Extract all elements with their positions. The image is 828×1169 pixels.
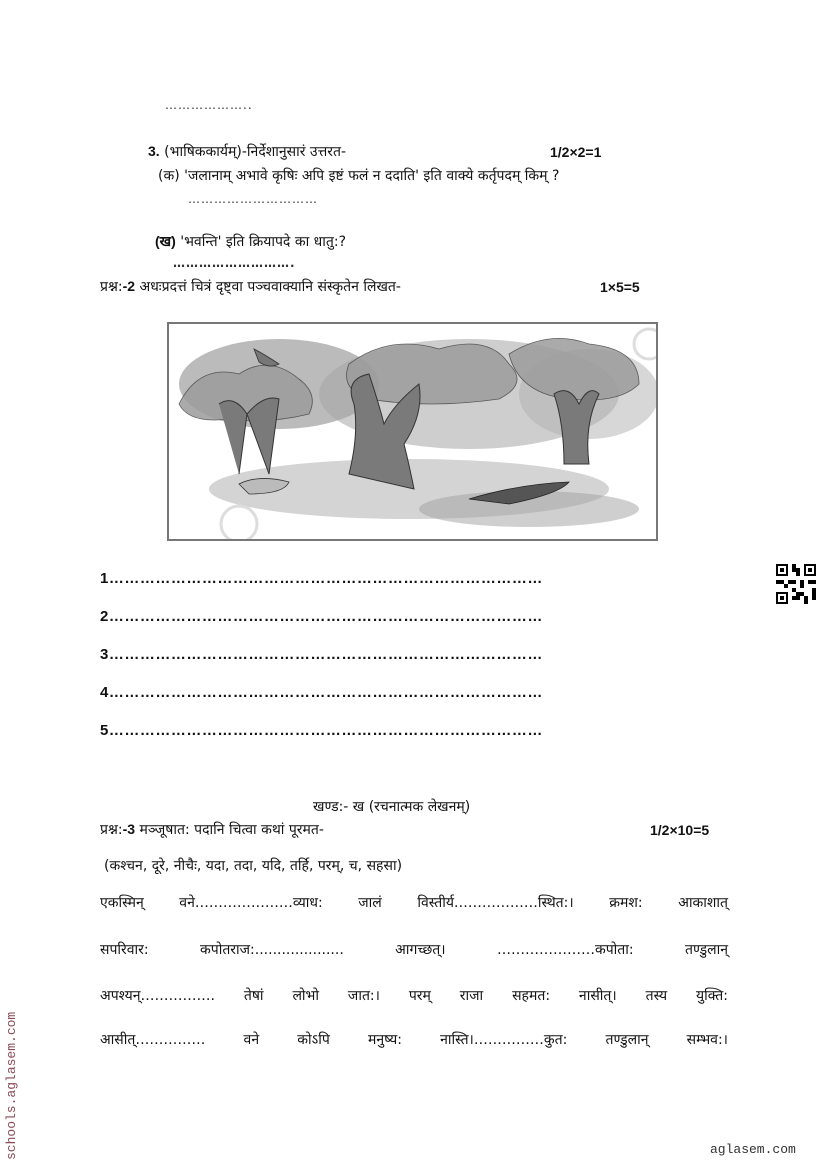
q3b-prefix: प्रश्न: [100, 822, 123, 838]
q2-prefix: प्रश्न: [100, 279, 123, 295]
story-line-2: सपरिवार: कपोतराज:.................... आगच्छत्। …………………कपोता: तण्डुलान् [100, 942, 728, 958]
q3b-heading [100, 820, 324, 839]
story-line-3: अपश्यन्……………. तेषां लोभो जात:। परम् राजा सहमत: नासीत्। तस्य युक्ति: [100, 988, 728, 1004]
answer-blank-top: ……………….. [165, 98, 253, 112]
story-line-4: आसीत्…………… वने कोऽपि मनुष्य: नास्ति।……………कुत: तण्डुलान् सम्भव:। [100, 1032, 728, 1048]
q2-text: अधःप्रदत्तं चित्रं दृष्ट्वा पञ्चवाक्यानि संस्कृतेन लिखत- [139, 279, 401, 295]
answer-line-4: 4………………………………………………………………………… [100, 684, 543, 701]
watermark-right: aglasem.com [710, 1142, 796, 1157]
q3-title: (भाषिककार्यम्)-निर्देशानुसारं उत्तरत- [164, 144, 347, 160]
word-box: (कश्चन, दूरे, नीचैः, यदा, तदा, यदि, तर्हि, परम्, च, सहसा) [104, 858, 403, 874]
q2-marks: 1×5=5 [600, 279, 640, 295]
q3b-number: -3 [122, 821, 136, 837]
answer-line-2: 2………………………………………………………………………… [100, 608, 543, 625]
answer-line-5: 5………………………………………………………………………… [100, 722, 543, 739]
q2-heading [100, 277, 401, 296]
q3-marks: 1/2×2=1 [550, 144, 602, 160]
q3-part-kha-answer: ………………………. [173, 256, 296, 270]
q3-part-ka-answer: ………………………… [188, 192, 318, 206]
q3-part-kha [155, 232, 346, 251]
q3-heading [148, 142, 346, 161]
answer-line-1: 1………………………………………………………………………… [100, 570, 543, 587]
q3-number: 3. [148, 143, 160, 159]
section-heading: खण्ड:- ख (रचनात्मक लेखनम्) [313, 799, 471, 815]
answer-line-3: 3………………………………………………………………………… [100, 646, 543, 663]
q2-number: -2 [122, 278, 136, 294]
story-line-1: एकस्मिन् वने…………………व्याध: जालं विस्तीर्य………………स्थित:। क्रमश: आकाशात् [100, 895, 728, 911]
forest-scene-image [167, 322, 658, 541]
q3b-marks: 1/2×10=5 [650, 822, 710, 838]
forest-illustration-icon [169, 324, 656, 539]
q3b-text: मञ्जूषात: पदानि चित्वा कथां पूरमत- [139, 822, 324, 838]
q3-part-kha-label: (ख) [155, 233, 176, 249]
watermark-left: schools.aglasem.com [4, 1011, 19, 1160]
qr-code-icon [776, 564, 816, 604]
q3-part-kha-text: 'भवन्ति' इति क्रियापदे का धातु:? [180, 234, 347, 250]
q3-part-ka: (क) 'जलानाम् अभावे कृषिः अपि इष्टं फलं न ददाति' इति वाक्ये कर्तृपदम् किम् ? [158, 168, 560, 184]
